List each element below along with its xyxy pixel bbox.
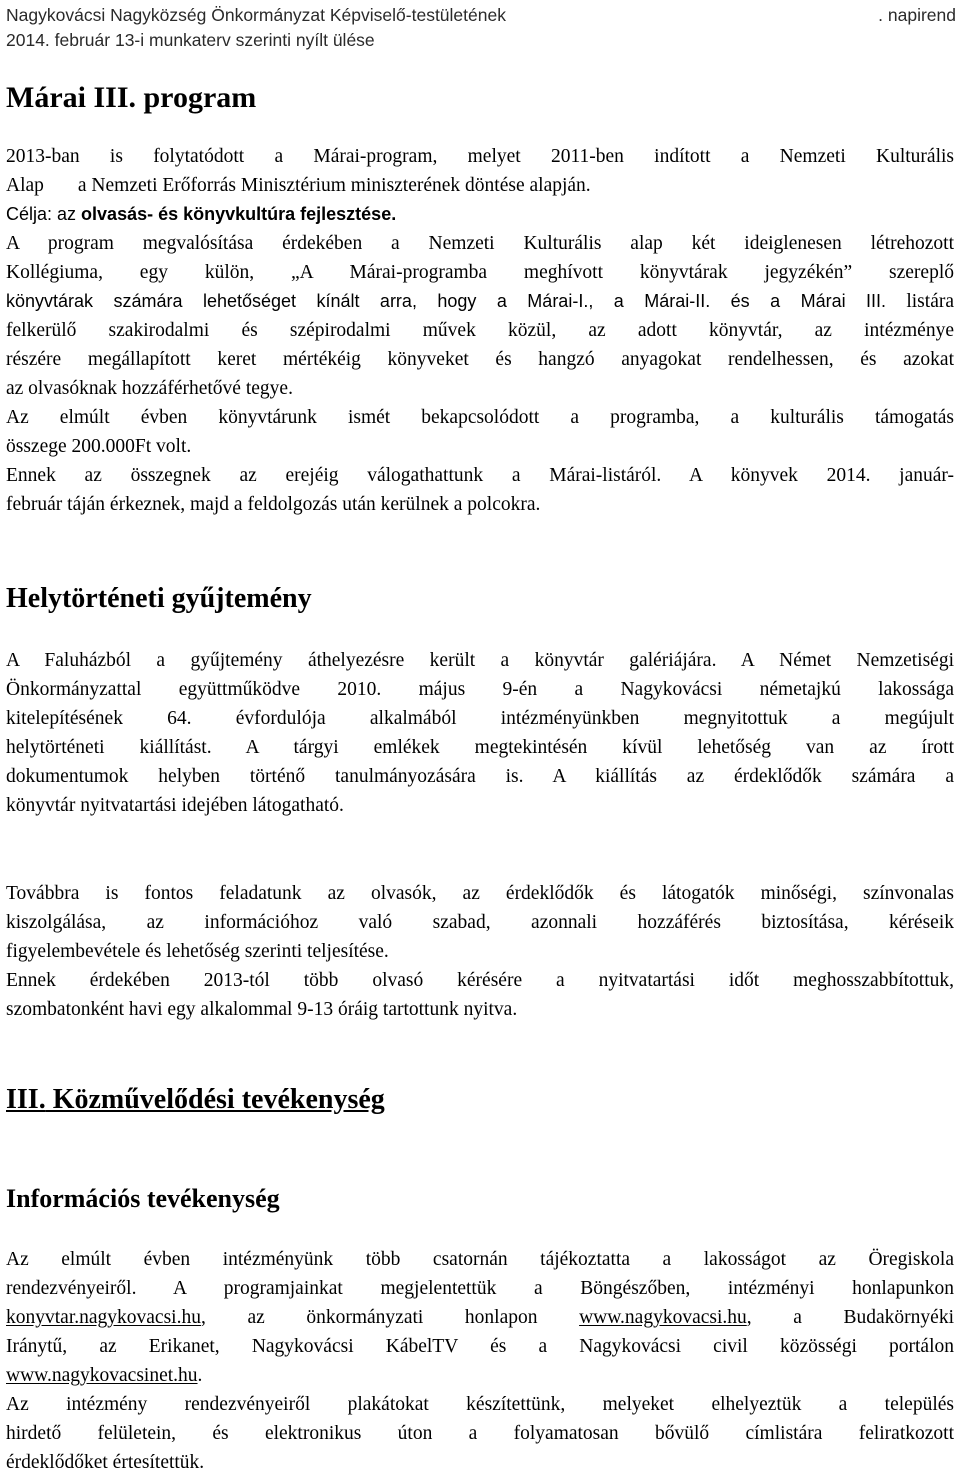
header-session-date: 2014. február 13-i munkaterv szerinti nyílt ülése [6, 30, 375, 50]
text-line: Az elmúlt évben könyvtárunk ismét bekapcsolódott a programba, a kulturális támogatás [6, 407, 954, 428]
community-portal-link[interactable]: www.nagykovacsinet.hu [6, 1365, 198, 1386]
municipality-website-link[interactable]: www.nagykovacsi.hu [579, 1307, 747, 1328]
text-line: Önkormányzattal együttműködve 2010. május 9-én a Nagykovácsi németajkú lakossága [6, 679, 954, 700]
subsection-title-information: Információs tevékenység [6, 1184, 280, 1213]
text-line: Ennek az összegnek az erejéig válogathattunk a Márai-listáról. A könyvek 2014. január- [6, 465, 954, 486]
text-line: hirdető felületein, és elektronikus úton a folyamatosan bővülő címlistára feliratkozott [6, 1423, 954, 1444]
text-line: Célja: az olvasás- és könyvkultúra fejlesztése. [6, 204, 397, 224]
text-line: Az intézmény rendezvényeiről plakátokat készítettünk, melyeket elhelyeztük a település [6, 1394, 954, 1415]
text-line: A program megvalósítása érdekében a Nemzeti Kulturális alap két ideiglenesen létrehozott [6, 233, 954, 254]
information-paragraph [6, 1245, 954, 1472]
text-line: szombatonként havi egy alkalommal 9-13 óráig tartottunk nyitva. [6, 999, 518, 1020]
text-line: dokumentumok helyben történő tanulmányozására is. A kiállítás az érdeklődők számára a [6, 766, 954, 787]
header-agenda-item: . napirend [878, 5, 956, 25]
text-line: 2013-ban is folytatódott a Márai-program, melyet 2011-ben indított a Nemzeti Kulturális [6, 146, 954, 167]
local-history-paragraph [6, 646, 954, 820]
text-line: kitelepítésének 64. évfordulója alkalmából intézményünkben megnyitottuk a megújult [6, 708, 954, 729]
service-paragraph [6, 879, 954, 1024]
text-line: konyvtar.nagykovacsi.hu, az önkormányzati honlapon www.nagykovacsi.hu, a Budakörnyéki [6, 1307, 954, 1328]
text-line: Alap a Nemzeti Erőforrás Minisztérium miniszterének döntése alapján. [6, 175, 591, 196]
text-line: Iránytű, az Erikanet, Nagykovácsi KábelTV és a Nagykovácsi civil közösségi portálon [6, 1336, 954, 1357]
marai-paragraph-1 [6, 142, 954, 229]
text-line: könyvtár nyitvatartási idejében látogatható. [6, 795, 344, 816]
text-line: részére megállapított keret mértékéig könyveket és hangzó anyagokat rendelhessen, és azokat [6, 349, 954, 370]
text-line: az olvasóknak hozzáférhetővé tegye. [6, 378, 293, 399]
text-line: érdeklődőket értesítettük. [6, 1452, 205, 1472]
text-line: A Faluházból a gyűjtemény áthelyezésre került a könyvtár galériájára. A Német Nemzetiségi [6, 650, 954, 671]
text-line: Ennek érdekében 2013-tól több olvasó kérésére a nyitvatartási időt meghosszabbítottuk, [6, 970, 954, 991]
text-line: felkerülő szakirodalmi és szépirodalmi művek közül, az adott könyvtár, az intézménye [6, 320, 954, 341]
marai-paragraph-2 [6, 229, 954, 519]
text-line: www.nagykovacsinet.hu. [6, 1365, 203, 1386]
text-line: Továbbra is fontos feladatunk az olvasók, az érdeklődők és látogatók minőségi, színvonalas [6, 883, 954, 904]
running-header-line-1 [6, 3, 956, 27]
text-line: könyvtárak számára lehetőséget kínált arra, hogy a Márai-I., a Márai-II. és a Márai III. listára [6, 291, 954, 312]
section-title-public-culture: III. Közművelődési tevékenység [6, 1084, 385, 1115]
text-line: Kollégiuma, egy külön, „A Márai-programba meghívott könyvtárak jegyzékén” szereplő [6, 262, 954, 283]
text-line: helytörténeti kiállítást. A tárgyi emlékek megtekintésén kívül lehetőség van az írott [6, 737, 954, 758]
header-org-name: Nagykovácsi Nagyközség Önkormányzat Képviselő-testületének [6, 5, 506, 25]
emphasis-text: olvasás- és könyvkultúra fejlesztése. [81, 204, 397, 224]
section-title-local-history: Helytörténeti gyűjtemény [6, 583, 312, 614]
text-line: kiszolgálása, az információhoz való szabad, azonnali hozzáférés biztosítása, kéréseik [6, 912, 954, 933]
section-title-marai: Márai III. program [6, 81, 257, 114]
text-line: február táján érkeznek, majd a feldolgozás után kerülnek a polcokra. [6, 494, 541, 515]
text-line: figyelembevétele és lehetőség szerinti teljesítése. [6, 941, 389, 962]
running-header-line-2 [6, 28, 956, 52]
text-line: összege 200.000Ft volt. [6, 436, 192, 457]
library-website-link[interactable]: konyvtar.nagykovacsi.hu [6, 1307, 201, 1328]
text-line: Az elmúlt évben intézményünk több csatornán tájékoztatta a lakosságot az Öregiskola [6, 1249, 954, 1270]
text-line: rendezvényeiről. A programjainkat megjelentettük a Böngészőben, intézményi honlapunkon [6, 1278, 954, 1299]
